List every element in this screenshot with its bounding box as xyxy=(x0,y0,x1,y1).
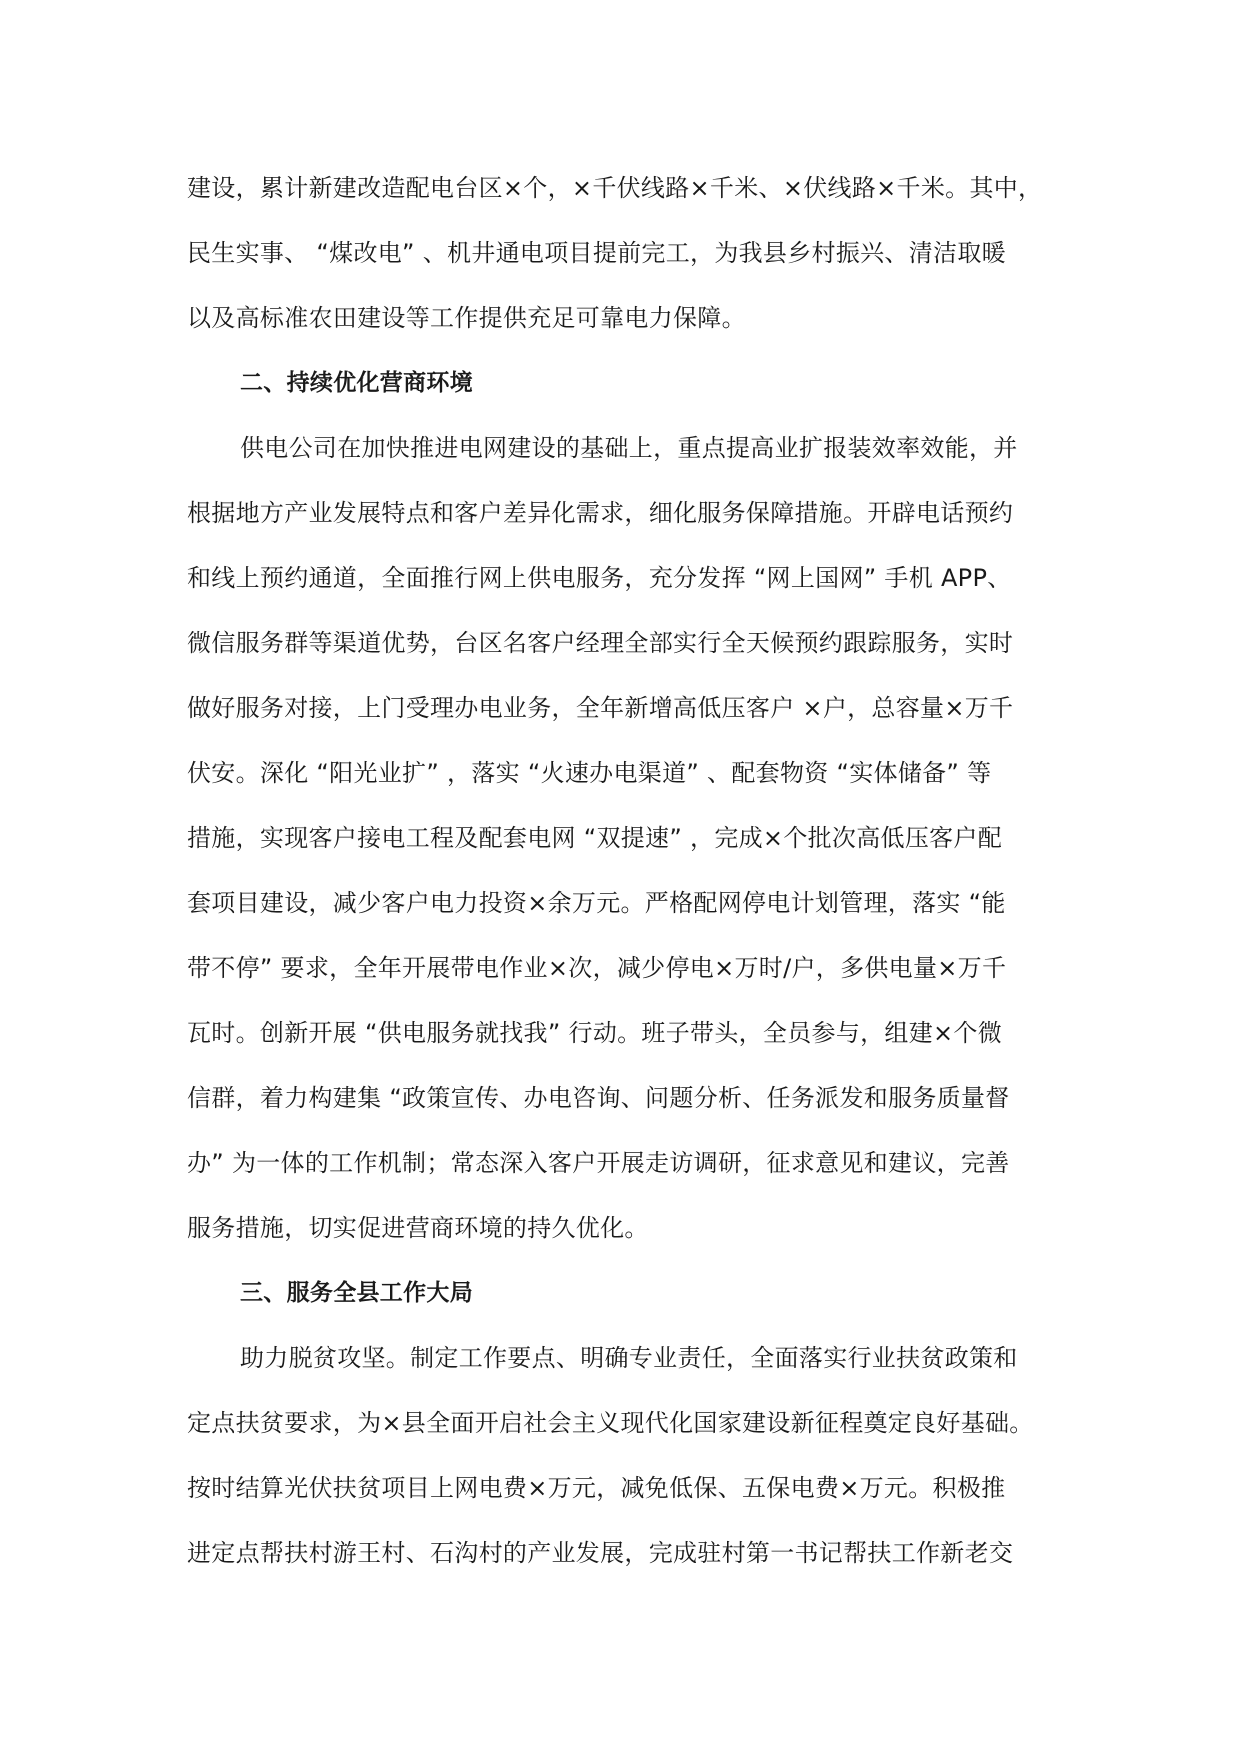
section-heading: 二、持续优化营商环境 xyxy=(240,370,473,396)
paragraph-line: 措施，实现客户接电工程及配套电网 “双提速” ，完成×个批次高低压客户配 xyxy=(187,824,1003,852)
paragraph-line: 套项目建设，减少客户电力投资×余万元。严格配网停电计划管理，落实 “能 xyxy=(187,889,1006,917)
paragraph-line: 带不停” 要求，全年开展带电作业×次，减少停电×万时/户，多供电量×万千 xyxy=(187,954,1007,982)
paragraph-line: 进定点帮扶村游王村、石沟村的产业发展，完成驻村第一书记帮扶工作新老交 xyxy=(187,1539,1014,1567)
paragraph-line: 民生实事、 “煤改电” 、机井通电项目提前完工，为我县乡村振兴、清洁取暖 xyxy=(187,239,1006,267)
paragraph-line: 根据地方产业发展特点和客户差异化需求，细化服务保障措施。开辟电话预约 xyxy=(187,499,1014,527)
paragraph-line: 办” 为一体的工作机制；常态深入客户开展走访调研，征求意见和建议，完善 xyxy=(187,1149,1010,1177)
paragraph-line: 按时结算光伏扶贫项目上网电费×万元，减免低保、五保电费×万元。积极推 xyxy=(187,1474,1006,1502)
paragraph-line: 伏安。深化 “阳光业扩” ，落实 “火速办电渠道” 、配套物资 “实体储备” 等 xyxy=(187,759,992,787)
paragraph-line: 信群，着力构建集 “政策宣传、办电咨询、问题分析、任务派发和服务质量督 xyxy=(187,1084,1010,1112)
paragraph-line: 和线上预约通道，全面推行网上供电服务，充分发挥 “网上国网” 手机 APP、 xyxy=(187,564,1012,592)
paragraph-line: 做好服务对接，上门受理办电业务，全年新增高低压客户 ×户，总容量×万千 xyxy=(187,694,1014,722)
section-heading: 三、服务全县工作大局 xyxy=(240,1280,473,1306)
paragraph-line: 微信服务群等渠道优势，台区名客户经理全部实行全天候预约跟踪服务，实时 xyxy=(187,629,1014,657)
paragraph-line: 建设，累计新建改造配电台区×个，×千伏线路×千米、×伏线路×千米。其中， xyxy=(187,174,1043,202)
paragraph-line: 定点扶贫要求，为×县全面开启社会主义现代化国家建设新征程奠定良好基础。 xyxy=(187,1409,1034,1437)
paragraph-line: 瓦时。创新开展 “供电服务就找我” 行动。班子带头，全员参与，组建×个微 xyxy=(187,1019,1003,1047)
paragraph-line: 服务措施，切实促进营商环境的持久优化。 xyxy=(187,1214,649,1242)
document-body xyxy=(187,168,1077,1598)
paragraph-line: 以及高标准农田建设等工作提供充足可靠电力保障。 xyxy=(187,304,746,332)
paragraph-line: 供电公司在加快推进电网建设的基础上，重点提高业扩报装效率效能，并 xyxy=(240,434,1018,462)
paragraph-line: 助力脱贫攻坚。制定工作要点、明确专业责任，全面落实行业扶贫政策和 xyxy=(240,1344,1018,1372)
